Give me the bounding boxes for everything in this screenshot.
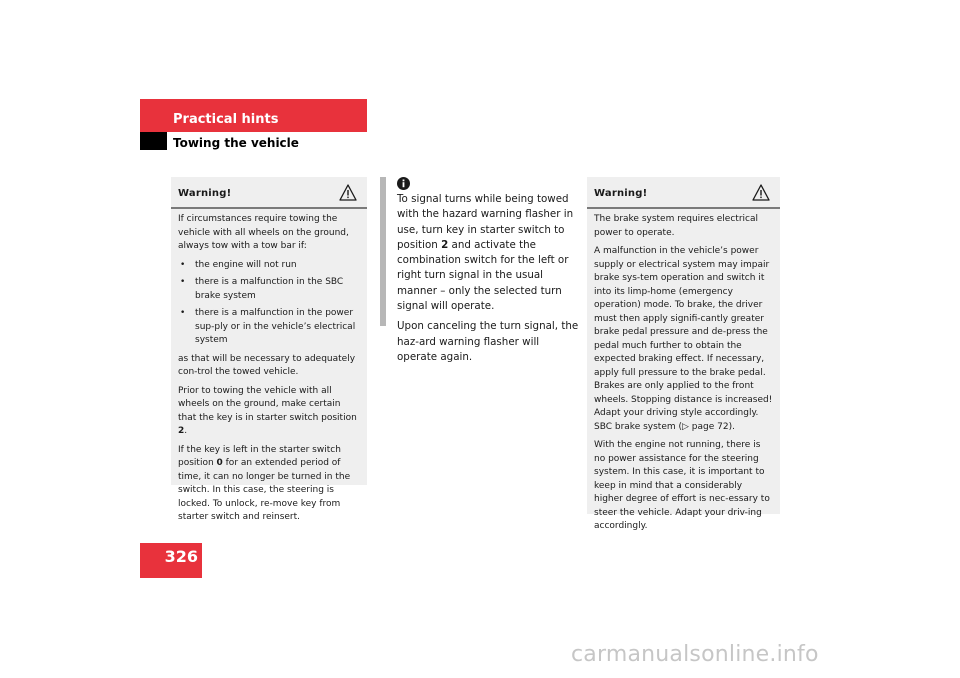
page-reference[interactable]: (▷ page 72). xyxy=(678,421,735,432)
warning-triangle-icon xyxy=(339,184,357,201)
warning-box-right xyxy=(587,177,780,531)
warning-label: Warning! xyxy=(178,188,232,199)
warning-paragraph: If the key is left in the starter switch position 0 for an extended period of time, it can no longer be turned in the switch. In this case, the steering is locked. To unlock, re-move key from starter switch and reinsert. xyxy=(178,444,351,522)
warning-header xyxy=(587,177,780,209)
warning-label: Warning! xyxy=(594,188,648,199)
warning-box-left xyxy=(171,177,367,522)
warning-bullet-list xyxy=(178,259,360,348)
warning-triangle-icon xyxy=(752,184,770,201)
warning-intro: If circumstances require towing the vehicle with all wheels on the ground, always tow with a tow bar if: xyxy=(178,214,349,251)
watermark: carmanualsonline.info xyxy=(571,642,819,667)
page-number: 326 xyxy=(164,547,198,566)
bullet-item: • the engine will not run xyxy=(178,259,360,273)
warning-paragraph: With the engine not running, there is no power assistance for the steering system. In this case, it is important to keep in mind that a considerably higher degree of effort is nec-essary to steer the vehicle. Adapt your driv-ing accordingly. xyxy=(594,440,770,531)
subsection-title: Towing the vehicle xyxy=(173,136,299,150)
info-icon xyxy=(397,177,410,190)
info-paragraph: To signal turns while being towed with the hazard warning flasher in use, turn key in starter switch to position 2 and activate the combination switch for the left or right turn signal in the usual manner – only the selected turn signal will operate. xyxy=(397,193,574,313)
info-side-bar xyxy=(380,177,386,326)
bullet-item: • there is a malfunction in the power sup-ply or in the vehicle’s electrical system xyxy=(178,307,360,348)
section-title: Practical hints xyxy=(173,112,279,127)
info-paragraph: Upon canceling the turn signal, the haz-ard warning flasher will operate again. xyxy=(397,320,579,363)
warning-body xyxy=(171,209,367,534)
warning-header xyxy=(171,177,367,209)
page-number-box xyxy=(140,543,202,578)
info-note xyxy=(397,192,579,370)
warning-paragraph: A malfunction in the vehicle’s power supply or electrical system may impair brake sys-tem operation and switch it into its limp-home (emergency operation) mode. To brake, the driver must then apply signifi-cantly greater brake pedal pressure and de-press the pedal much further to obtain the expected braking effect. If necessary, apply full pressure to the brake pedal. Brakes are only applied to the front wheels. Stopping distance is increased! Adapt your driving style accordingly. SBC brake system (▷ page 72). xyxy=(594,246,773,432)
bullet-item: • there is a malfunction in the SBC brake system xyxy=(178,276,360,303)
section-marker xyxy=(140,132,167,150)
warning-body xyxy=(587,209,780,543)
warning-paragraph: The brake system requires electrical power to operate. xyxy=(594,214,758,238)
warning-paragraph: as that will be necessary to adequately con-trol the towed vehicle. xyxy=(178,353,356,377)
warning-paragraph: Prior to towing the vehicle with all wheels on the ground, make certain that the key is in starter switch position 2. xyxy=(178,385,357,436)
